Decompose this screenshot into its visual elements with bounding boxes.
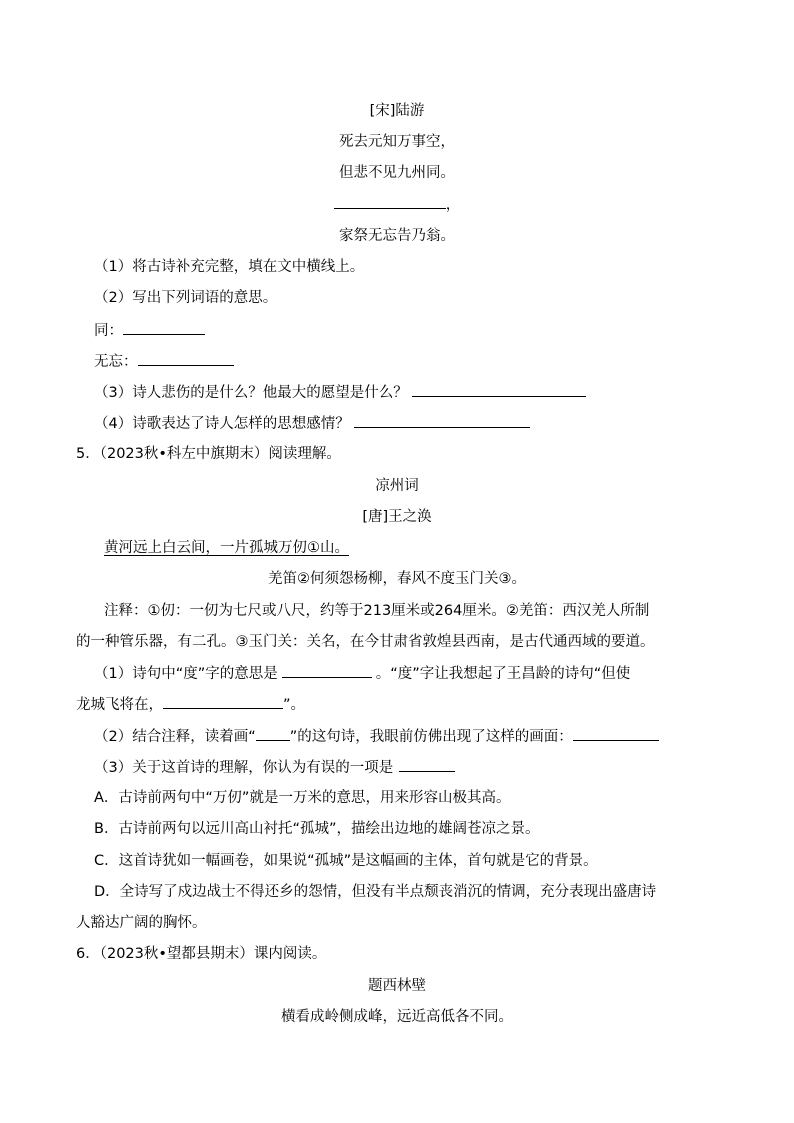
q5-option-b: B．古诗前两句以远川高山衬托“孤城”，描绘出边地的雄阔苍凉之景。 [94,821,540,837]
q5-sub3: （3）关于这首诗的理解，你认为有误的一项是 [94,760,394,776]
q5-poem-author: [唐]王之涣 [362,509,432,525]
q5-poem-title: 凉州词 [375,478,419,494]
q4-tong-row [94,320,205,341]
q5-option-d-line2: 人豁达广阔的胸怀。 [76,915,207,931]
poem1-line3-blank[interactable] [334,194,446,209]
q5-sub1-part-a: （1）诗句中“度”字的意思是 [94,666,278,682]
q6-poem-title: 题西林壁 [368,978,426,994]
q5-sub2-blank[interactable] [573,726,659,741]
poem1-line4: 家祭无忘告乃翁。 [339,228,455,244]
q6-header: 6．（2023秋•望都县期末）课内阅读。 [76,946,327,962]
q5-sub3-row [94,757,455,778]
q5-sub1-part-c: 龙城飞将在， [76,697,163,713]
q4-wuwang-blank[interactable] [138,351,234,366]
poem1-line3-comma: ， [445,197,461,213]
q5-sub1-blank1[interactable] [282,663,372,678]
q4-wuwang-row [94,351,234,372]
q4-sub4-blank[interactable] [354,413,530,428]
q5-sub2-part-b: ”的这句诗，我眼前仿佛出现了这样的画面： [289,729,573,745]
q4-sub4-row [94,413,530,434]
q4-sub3-blank[interactable] [412,382,586,397]
q4-sub4: （4）诗歌表达了诗人怎样的思想感情？ [94,416,350,432]
q5-sub2-part-a: （2）结合注释，读着画“ [94,729,256,745]
q5-note-line1: 注释：①仞：一仞为七尺或八尺，约等于213厘米或264厘米。②羌笛：西汉羌人所制 [104,603,650,619]
q5-header: 5．（2023秋•科左中旗期末）阅读理解。 [76,446,341,462]
q5-sub1-blank2[interactable] [163,694,283,709]
poem1-author: [宋]陆游 [369,103,425,119]
q5-sub1-row [94,663,630,684]
q4-sub3-row [94,382,586,403]
q5-sub3-blank[interactable] [399,757,455,772]
q5-sub1-part-d: ”。 [283,697,306,713]
q4-sub3: （3）诗人悲伤的是什么？他最大的愿望是什么？ [94,385,408,401]
q5-poem-line1: 黄河远上白云间，一片孤城万仞①山。 [104,540,349,556]
q4-sub1: （1）将古诗补充完整，填在文中横线上。 [94,259,365,275]
q5-note-line2: 的一种管乐器，有二孔。③玉门关：关名，在今甘肃省敦煌县西南，是古代通西域的要道。 [76,634,655,650]
q4-tong-blank[interactable] [123,320,205,335]
q6-poem-line1: 横看成岭侧成峰，远近高低各不同。 [281,1009,513,1025]
q5-sub1-part-b: 。“度”字让我想起了王昌龄的诗句“但使 [375,666,631,682]
q4-tong-label: 同： [94,323,123,339]
poem1-line1: 死去元知万事空， [339,134,455,150]
q5-sub1-row2 [76,694,305,715]
q5-option-d-line1: D．全诗写了戍边战士不得还乡的怨情，但没有半点颓丧消沉的情调，充分表现出盛唐诗 [94,884,657,900]
q4-wuwang-label: 无忘： [94,354,138,370]
q4-sub2: （2）写出下列词语的意思。 [94,290,278,306]
q5-poem-line2: 羌笛②何须怨杨柳，春风不度玉门关③。 [268,571,526,587]
poem1-line2: 但悲不见九州同。 [339,165,455,181]
q5-sub2-underline-sample [256,726,290,741]
q5-option-a: A．古诗前两句中“万仞”就是一万米的意思，用来形容山极其高。 [94,790,511,806]
q5-sub2-row [94,726,659,747]
poem1-line3 [0,194,794,215]
q5-option-c: C．这首诗犹如一幅画卷，如果说“孤城”是这幅画的主体，首句就是它的背景。 [94,853,598,869]
